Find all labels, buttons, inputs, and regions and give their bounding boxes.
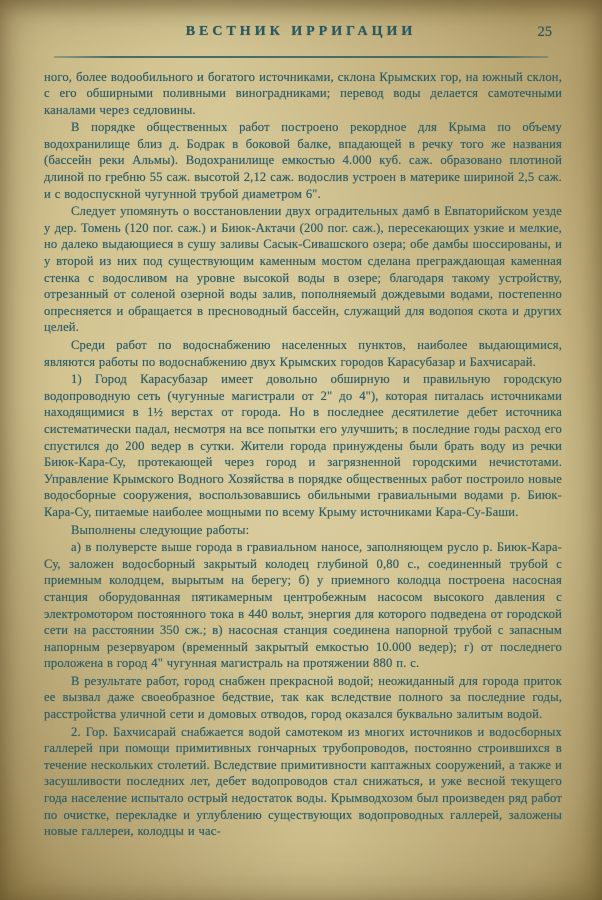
- paragraph: Среди работ по водоснабжению населенных пунктов, наиболее выдающимися, являются работы по водоснабжению двух Крымских городов Карасубазар и Бахчисарай.: [44, 338, 562, 369]
- paragraph: а) в полуверсте выше города в гравиальном наносе, заполняющем русло р. Биюк-Кара-Су, заложен водосборный закрытый колодец глубиной 0,80 с., соединенный трубой с приемным колодцем, вырытым на берегу; б) у приемного колодца построена насосная станция оборудованная пятикамерным центробежным насосом высокого давления с электромотором постоянного тока в 440 вольт, энергия для которого подведена от городской сети на расстоянии 350 сж.; в) насосная станция соединена напорной трубой с запасным напорным резервуаром (временный закрытый емкостью 10.000 ведер); г) от последнего проложена в город 4" чугунная магистраль на протяжении 880 п. с.: [44, 540, 562, 671]
- journal-title: ВЕСТНИК ИРРИГАЦИИ: [185, 24, 417, 39]
- paragraph-continuation: ного, более водообильного и богатого источниками, склона Крымских гор, на южный склон, с его обширными поливными виноградниками; перевод воды делается самотечными каналами через седловины.: [44, 69, 562, 117]
- paragraph: 2. Гор. Бахчисарай снабжается водой самотеком из многих источников и водосборных галлерей при помощи примитивных гончарных трубопроводов, постоянно строившихся в течение нескольких столетий. Вследствие примитивности каптажных сооружений, а также и засушливости последних лет, дебет водопроводов стал снижаться, и уже весной текущего года население испытало острый недостаток воды. Крымводхозом был произведен ряд работ по очистке, перекладке и углублению существующих водопроводных галлерей, заложены новые галлереи, колодцы и час-: [44, 724, 562, 839]
- article-body: [0, 58, 602, 840]
- paragraph: В порядке общественных работ построено рекордное для Крыма по объему водохранилище близ д. Бодрак в боковой балке, впадающей в речку того же названия (бассейн реки Альмы). Водохранилище емкостью 4.000 куб. саж. образовано плотиной длиной по гребню 55 саж. высотой 2,12 саж. водослив устроен в материке шириной 2,5 саж. и с водоспускной чугунной трубой диаметром 6".: [44, 120, 562, 201]
- page-header: [0, 0, 602, 54]
- paragraph: Следует упомянуть о восстановлении двух оградительных дамб в Евпаторийском уезде у дер. Томень (120 пог. саж.) и Биюк-Актачи (200 пог. саж.), пересекающих узкие и мелкие, но далеко выдающиеся в сушу заливы Сасык-Сивашского озера; обе дамбы шоссированы, и у второй из них под существующим каменным мостом сделана преграждающая каменная стенка с водосливом на уровне высокой воды в озере; благодаря такому устройству, отрезанный от соленой озерной воды залив, пополняемый дождевыми водами, постепенно опресняется и обращается в пресноводный бассейн, служащий для водопоя скота и других целей.: [44, 204, 562, 335]
- paragraph: В результате работ, город снабжен прекрасной водой; неожиданный для города приток ее вызвал даже своеобразное бедствие, так как вследствие полного за последние годы, расстройства уличной сети и домовых отводов, город оказался буквально залитым водой.: [44, 673, 562, 722]
- paragraph: Выполнены следующие работы:: [71, 522, 250, 537]
- paragraph: 1) Город Карасубазар имеет довольно обширную и правильную городскую водопроводную сеть (чугунные магистрали от 2" до 4"), которая питалась источниками находящимися в 1½ верстах от города. Но в последнее десятилетие дебет источника систематически падал, несмотря на все попытки его улучшить; в последние годы расход его спустился до 200 ведер в сутки. Жители города принуждены были брать воду из речки Биюк-Кара-Су, протекающей через город и загрязненной городскими нечистотами. Управление Крымского Водного Хозяйства в порядке общественных работ построило новые водосборные сооружения, воспользовавшись обильными гравиальными водами р. Биюк-Кара-Су, питаемые наиболее мощными по всему Крыму источниками Кара-Су-Баши.: [44, 372, 562, 519]
- page-number: 25: [537, 24, 552, 40]
